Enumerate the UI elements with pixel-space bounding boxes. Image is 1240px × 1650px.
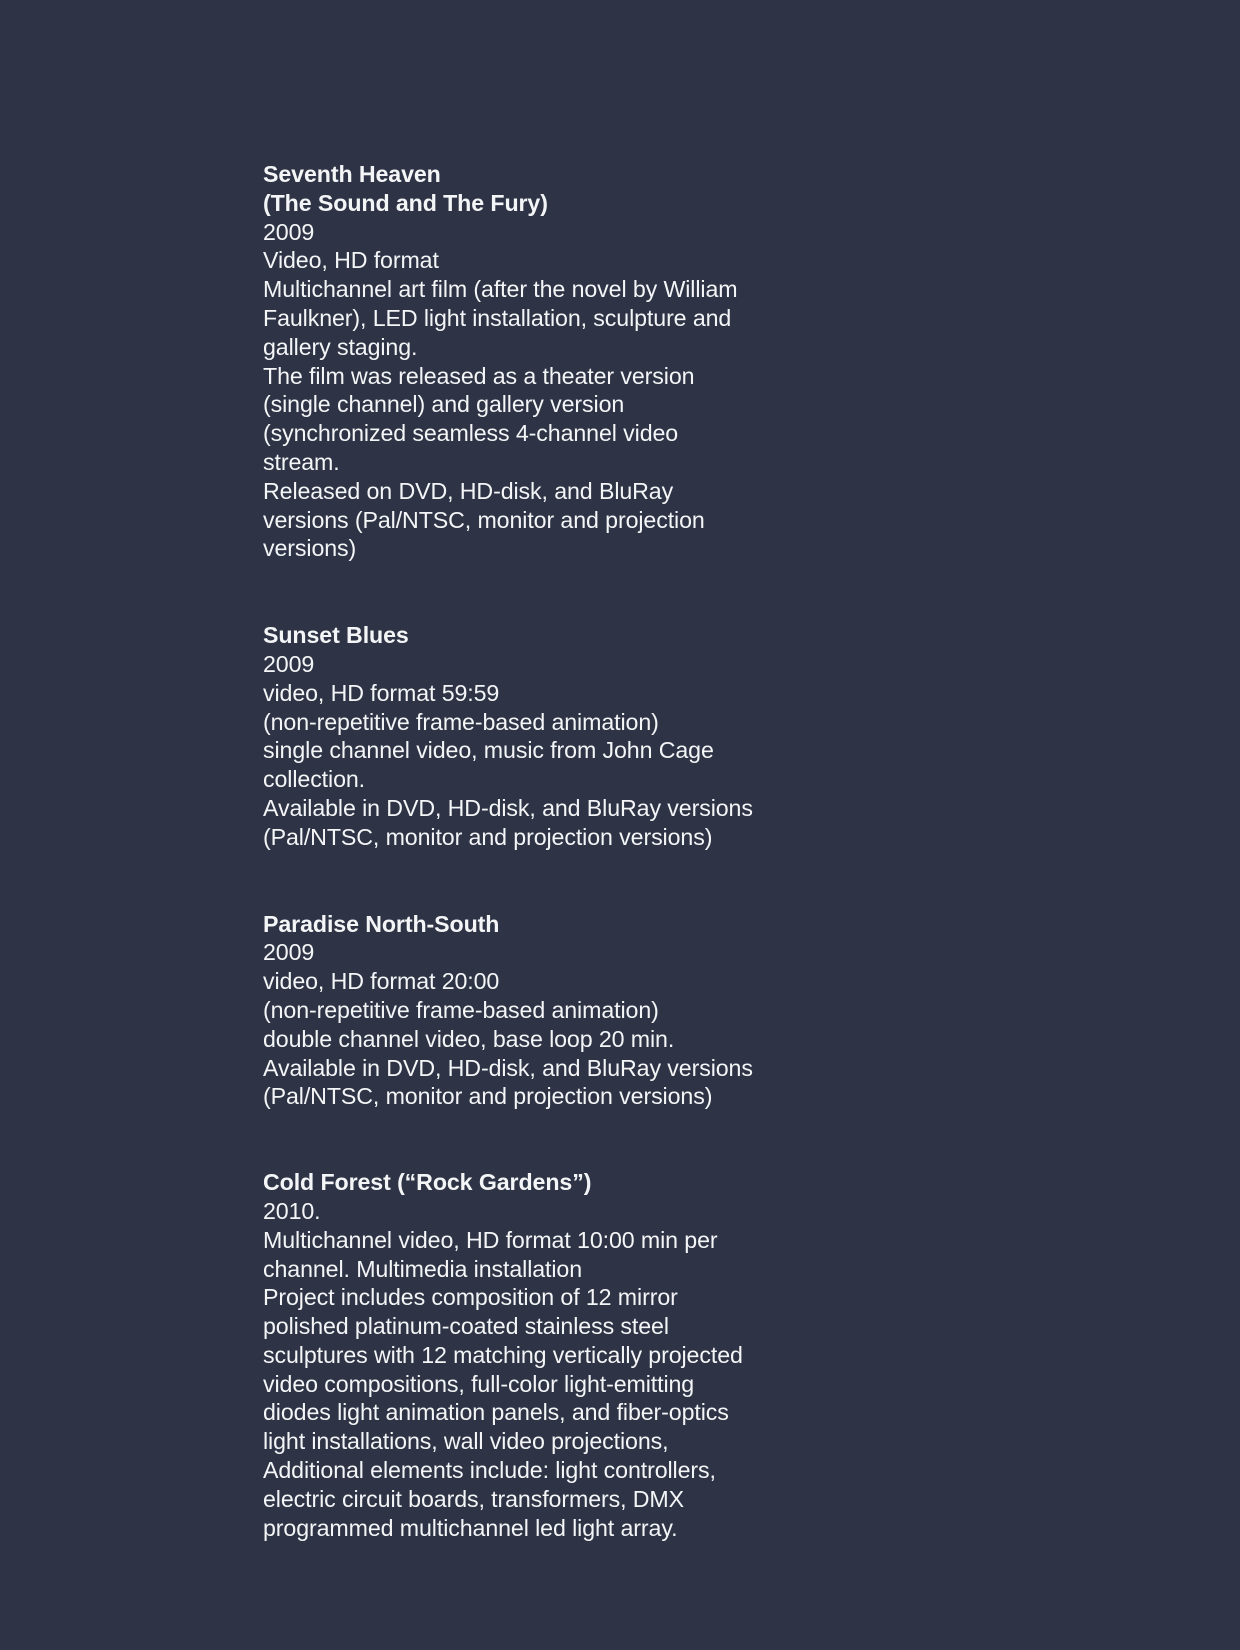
- work-detail: sculptures with 12 matching vertically projected: [263, 1341, 743, 1368]
- work-detail: video compositions, full-color light-emitting: [263, 1370, 695, 1397]
- work-detail: stream.: [263, 448, 340, 475]
- work-detail: light installations, wall video projections,: [263, 1428, 669, 1455]
- work-detail: The film was released as a theater version: [263, 362, 695, 389]
- work-detail: (single channel) and gallery version: [263, 391, 625, 418]
- work-year: 2010.: [263, 1197, 321, 1224]
- work-detail: gallery staging.: [263, 333, 418, 360]
- work-detail: (Pal/NTSC, monitor and projection versions): [263, 823, 713, 850]
- work-detail: polished platinum-coated stainless steel: [263, 1313, 669, 1340]
- work-detail: Multichannel art film (after the novel by William: [263, 276, 738, 303]
- work-detail: Project includes composition of 12 mirror: [263, 1284, 678, 1311]
- work-subtitle: (The Sound and The Fury): [263, 189, 548, 216]
- work-detail: Video, HD format: [263, 247, 439, 274]
- work-title: Sunset Blues: [263, 622, 409, 649]
- work-detail: double channel video, base loop 20 min.: [263, 1025, 675, 1052]
- work-detail: diodes light animation panels, and fiber-optics: [263, 1399, 729, 1426]
- work-detail: Available in DVD, HD-disk, and BluRay versions: [263, 1054, 753, 1081]
- work-title: Paradise North-South: [263, 910, 500, 937]
- work-detail: Available in DVD, HD-disk, and BluRay versions: [263, 794, 753, 821]
- work-year: 2009: [263, 650, 315, 677]
- work-detail: programmed multichannel led light array.: [263, 1514, 678, 1541]
- work-detail: (non-repetitive frame-based animation): [263, 996, 659, 1023]
- work-detail: Multichannel video, HD format 10:00 min per: [263, 1226, 718, 1253]
- work-detail: video, HD format 59:59: [263, 679, 500, 706]
- work-entry-seventh-heaven: [263, 160, 823, 563]
- work-detail: versions (Pal/NTSC, monitor and projection: [263, 506, 705, 533]
- work-detail: (non-repetitive frame-based animation): [263, 708, 659, 735]
- work-detail: video, HD format 20:00: [263, 968, 500, 995]
- work-detail: Additional elements include: light controllers,: [263, 1457, 716, 1484]
- work-entry-cold-forest: [263, 1168, 823, 1542]
- work-detail: Released on DVD, HD-disk, and BluRay: [263, 477, 674, 504]
- work-year: 2009: [263, 939, 315, 966]
- work-detail: (Pal/NTSC, monitor and projection versions): [263, 1083, 713, 1110]
- work-detail: Faulkner), LED light installation, sculpture and: [263, 304, 732, 331]
- work-detail: electric circuit boards, transformers, DMX: [263, 1485, 685, 1512]
- work-detail: single channel video, music from John Cage: [263, 737, 714, 764]
- work-detail: versions): [263, 535, 357, 562]
- work-detail: (synchronized seamless 4-channel video: [263, 420, 679, 447]
- works-list: [263, 160, 823, 1628]
- work-title: Seventh Heaven: [263, 161, 441, 187]
- work-detail: channel. Multimedia installation: [263, 1255, 583, 1282]
- work-title: Cold Forest (“Rock Gardens”): [263, 1169, 592, 1196]
- work-detail: collection.: [263, 766, 366, 793]
- work-year: 2009: [263, 218, 315, 245]
- work-entry-sunset-blues: [263, 621, 823, 851]
- work-entry-paradise-north-south: [263, 910, 823, 1112]
